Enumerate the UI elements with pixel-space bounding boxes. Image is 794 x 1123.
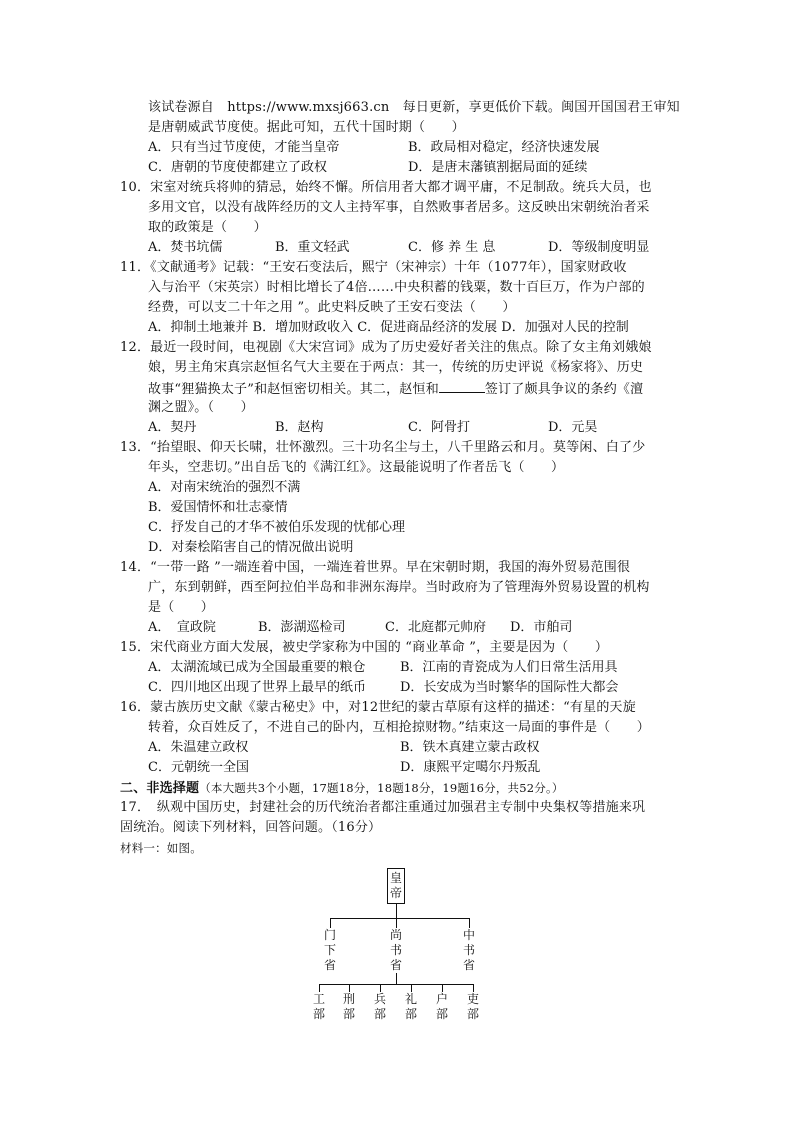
- q13-option-b: B．爱国情怀和壮志豪情: [148, 500, 288, 515]
- section2-note: （本大题共3个小题，17题18分，18题18分，19题16分，共52分。）: [199, 781, 564, 795]
- q11-stem-line1: 11．《文献通考》记载：“王安石变法后，熙宁（宋神宗）十年（1077年），国家财政收: [120, 260, 627, 275]
- connector-ministries-bar: [319, 984, 474, 985]
- q9-stem-line1: 该试卷源自 https://www.mxsj663.cn 每日更新，享更低价下载。闽国开国国君王审知: [148, 100, 680, 115]
- q10-option-d: D．等级制度明显: [548, 240, 650, 255]
- connector-zhongshu: [469, 918, 470, 928]
- q16-option-d: D．康熙平定噶尔丹叛乱: [400, 760, 541, 775]
- q10-stem-line1: 10．宋室对统兵将帅的猜忌，始终不懈。所信用者大都才调平庸，不足制敌。统兵大员，也: [120, 180, 652, 195]
- q11-stem-line3: 经费，可以支二十年之用 ”。此史料反映了王安石变法（ ）: [148, 300, 516, 315]
- q15-stem-line1: 15．宋代商业方面大发展，被史学家称为中国的 “商业革命 ”，主要是因为（ ）: [120, 640, 609, 655]
- q12-stem-line3-part2: 签订了颇具争议的条约《澶: [484, 382, 644, 397]
- q16-option-a: A．朱温建立政权: [148, 740, 249, 755]
- q13-option-c: C．抒发自己的才华不被伯乐发现的忧郁心理: [148, 520, 405, 535]
- q14-option-c: C．北庭都元帅府: [385, 620, 486, 635]
- ministry-libu-rites: 礼部: [404, 992, 417, 1021]
- q12-answer-blank: [439, 378, 485, 393]
- q9-option-b: B．政局相对稳定，经济快速发展: [408, 140, 600, 155]
- connector-libu-personnel: [473, 984, 474, 992]
- q14-stem-line3: 是（ ）: [148, 600, 215, 615]
- connector-menxia: [330, 918, 331, 928]
- connector-emperor-down: [396, 902, 397, 918]
- q11-stem-line2: 入与治平（宋英宗）时相比增长了4倍……中央积蓄的钱粟，数十百巨万，作为户部的: [148, 280, 645, 295]
- ministry-xingbu: 刑部: [342, 992, 355, 1021]
- menxia-node: 门下省: [323, 928, 336, 972]
- q12-option-b: B．赵构: [275, 420, 324, 435]
- connector-departments-bar: [330, 918, 470, 919]
- q16-stem-line1: 16．蒙古族历史文献《蒙古秘史》中，对12世纪的蒙古草原有这样的描述：“有星的天旋: [120, 700, 636, 715]
- q17-stem-line2: 固统治。阅读下列材料，回答问题。（16分）: [120, 820, 382, 835]
- q12-option-a: A．契丹: [148, 420, 197, 435]
- q15-option-a: A．太湖流域已成为全国最重要的粮仓: [148, 660, 366, 675]
- q11-options: A．抑制土地兼并 B．增加财政收入 C．促进商品经济的发展 D．加强对人民的控制: [148, 320, 629, 335]
- connector-gongbu: [319, 984, 320, 992]
- q13-option-d: D．对秦桧陷害自己的情况做出说明: [148, 540, 354, 555]
- q16-option-c: C．元朝统一全国: [148, 760, 249, 775]
- q12-option-c: C．阿骨打: [408, 420, 470, 435]
- q10-option-b: B．重文轻武: [275, 240, 350, 255]
- q17-stem-line1: 17． 纵观中国历史，封建社会的历代统治者都注重通过加强君主专制中央集权等措施来巩: [120, 800, 646, 815]
- q14-option-d: D．市舶司: [510, 620, 573, 635]
- ministry-libu-personnel: 吏部: [466, 992, 479, 1021]
- ministry-hubu: 户部: [435, 992, 448, 1021]
- q17-material-label: 材料一：如图。: [120, 841, 202, 855]
- q9-option-d: D．是唐末藩镇割据局面的延续: [408, 160, 588, 175]
- q9-option-a: A．只有当过节度使，才能当皇帝: [148, 140, 340, 155]
- q10-stem-line2: 多用文官，以没有战阵经历的文人主持军事，自然败事者居多。这反映出宋朝统治者采: [148, 200, 650, 215]
- shangshu-node: 尚书省: [389, 928, 402, 972]
- q14-option-a: A． 宣政院: [148, 620, 216, 635]
- q14-option-b: B．澎湖巡检司: [258, 620, 346, 635]
- q15-option-d: D．长安成为当时繁华的国际性大都会: [400, 680, 619, 695]
- connector-hubu: [442, 984, 443, 992]
- connector-shangshu: [396, 918, 397, 928]
- q14-stem-line1: 14．“一带一路 ”一端连着中国，一端连着世界。早在宋朝时期，我国的海外贸易范围很: [120, 560, 631, 575]
- q13-stem-line1: 13．“抬望眼、仰天长啸，壮怀激烈。三十功名尘与土，八千里路云和月。莫等闲、白了少: [120, 440, 646, 455]
- q12-stem-line4: 渊之盟》。（ ）: [148, 400, 254, 415]
- ministry-gongbu: 工部: [312, 992, 325, 1021]
- section2-header: [120, 778, 564, 799]
- q15-option-c: C．四川地区出现了世界上最早的纸币: [148, 680, 366, 695]
- emperor-node: 皇帝: [387, 868, 405, 904]
- q10-stem-line3: 取的政策是（ ）: [148, 220, 267, 235]
- q12-stem-line1: 12．最近一段时间，电视剧《大宋宫词》成为了历史爱好者关注的焦点。除了女主角刘娥娘: [120, 340, 652, 355]
- zhongshu-node: 中书省: [462, 928, 475, 972]
- q10-option-c: C．修 养 生 息: [408, 240, 496, 255]
- q12-stem-line2: 娘，男主角宋真宗赵恒名气大主要在于两点：其一，传统的历史评说《杨家将》、历史: [148, 360, 644, 375]
- q14-stem-line2: 广，东到朝鲜，西至阿拉伯半岛和非洲东海岸。当时政府为了管理海外贸易设置的机构: [148, 580, 650, 595]
- q12-option-d: D．元昊: [548, 420, 598, 435]
- q15-option-b: B．江南的青瓷成为人们日常生活用具: [400, 660, 618, 675]
- q16-option-b: B．铁木真建立蒙古政权: [400, 740, 540, 755]
- q12-stem-line3: [148, 378, 643, 400]
- q12-stem-line3-part1: 故事“狸猫换太子”和赵恒密切相关。其二，赵恒和: [148, 382, 439, 397]
- ministry-bingbu: 兵部: [373, 992, 386, 1021]
- q13-stem-line2: 年头，空悲切。”出自岳飞的《满江红》。这最能说明了作者岳飞（ ）: [148, 460, 565, 475]
- q9-option-c: C．唐朝的节度使都建立了政权: [148, 160, 327, 175]
- connector-libu-rites: [411, 984, 412, 992]
- q13-option-a: A．对南宋统治的强烈不满: [148, 480, 301, 495]
- connector-xingbu: [349, 984, 350, 992]
- section2-heading: 二、非选择题: [120, 781, 200, 796]
- q10-option-a: A．焚书坑儒: [148, 240, 223, 255]
- q16-stem-line2: 转着，众百姓反了，不进自己的卧内，互相抢掠财物。”结束这一局面的事件是（ ）: [148, 720, 650, 735]
- connector-bingbu: [380, 984, 381, 992]
- q9-stem-line2: 是唐朝威武节度使。据此可知，五代十国时期（ ）: [148, 120, 465, 135]
